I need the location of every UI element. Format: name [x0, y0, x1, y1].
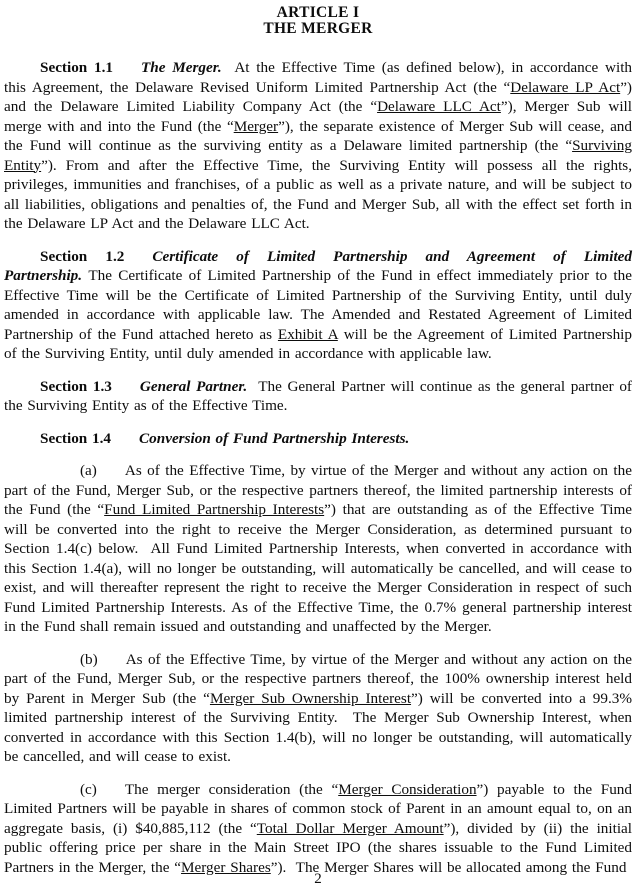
article-heading-block — [4, 5, 632, 37]
page-number: 2 — [314, 871, 322, 887]
paragraph-section-1-4-b: (b) As of the Effective Time, by virtue of the Merger and without any action on the part of the Fund, Merger Sub, or the respective partners thereof, the 100% ownership interest held by Parent in Merger Sub (the “Merger Sub Ownership Interest”) will be converted into a 99.3% limited partnership interest of the Surviving Entity. The Merger Sub Ownership Interest, when converted in accordance with this Section 1.4(b), will no longer be outstanding, will automatically be cancelled, and will cease to exist. — [4, 650, 632, 765]
paragraph-section-1-4: Section 1.4 Conversion of Fund Partnership Interests. — [40, 429, 410, 447]
paragraph-section-1-3: Section 1.3 General Partner. The General Partner will continue as the general partner of the Surviving Entity as of the Effective Time. — [4, 377, 632, 414]
article-number: ARTICLE I — [276, 4, 360, 21]
paragraph-section-1-2: Section 1.2 Certificate of Limited Partnership and Agreement of Limited Partnership. The Certificate of Limited Partnership of the Fund in effect immediately prior to the Effective Time will be the Certificate of Limited Partnership of the Surviving Entity, until duly amended in accordance with applicable law. The Amended and Restated Agreement of Limited Partnership of the Fund attached hereto as Exhibit A will be the Agreement of Limited Partnership of the Surviving Entity, until duly amended in accordance with applicable law. — [4, 247, 632, 362]
paragraph-section-1-4-c: (c) The merger consideration (the “Merger Consideration”) payable to the Fund Limited Partners will be payable in shares of common stock of Parent in an amount equal to, on an aggregate basis, (i) $40,885,112 (the “Total Dollar Merger Amount”), divided by (ii) the initial public offering price per share in the Main Street IPO (the shares issuable to the Fund Limited Partners in the Merger, the “Merger Shares”). The Merger Shares will be allocated among the Fund — [4, 780, 632, 876]
paragraph-section-1-1: Section 1.1 The Merger. At the Effective Time (as defined below), in accordance with this Agreement, the Delaware Revised Uniform Limited Partnership Act (the “Delaware LP Act”) and the Delaware Limited Liability Company Act (the “Delaware LLC Act”), Merger Sub will merge with and into the Fund (the “Merger”), the separate existence of Merger Sub will cease, and the Fund will continue as the surviving entity as a Delaware limited partnership (the “Surviving Entity”). From and after the Effective Time, the Surviving Entity will possess all the rights, privileges, immunities and franchises, of a public as well as a private nature, and will be subject to all liabilities, obligations and penalties of, the Fund and Merger Sub, all with the effect set forth in the Delaware LP Act and the Delaware LLC Act. — [4, 59, 633, 232]
paragraph-section-1-4-a: (a) As of the Effective Time, by virtue of the Merger and without any action on the part of the Fund, Merger Sub, or the respective partners thereof, the limited partnership interests of the Fund (the “Fund Limited Partnership Interests”) that are outstanding as of the Effective Time will be converted into the right to receive the Merger Consideration, as determined pursuant to Section 1.4(c) below. All Fund Limited Partnership Interests, when converted in accordance with this Section 1.4(a), will no longer be outstanding, will automatically be cancelled, and will cease to exist, and will thereafter represent the right to receive the Merger Consideration in respect of such Fund Limited Partnership Interests. As of the Effective Time, the 0.7% general partnership interest in the Fund shall remain issued and outstanding and unaffected by the Merger. — [4, 462, 632, 635]
article-title: THE MERGER — [263, 20, 373, 37]
